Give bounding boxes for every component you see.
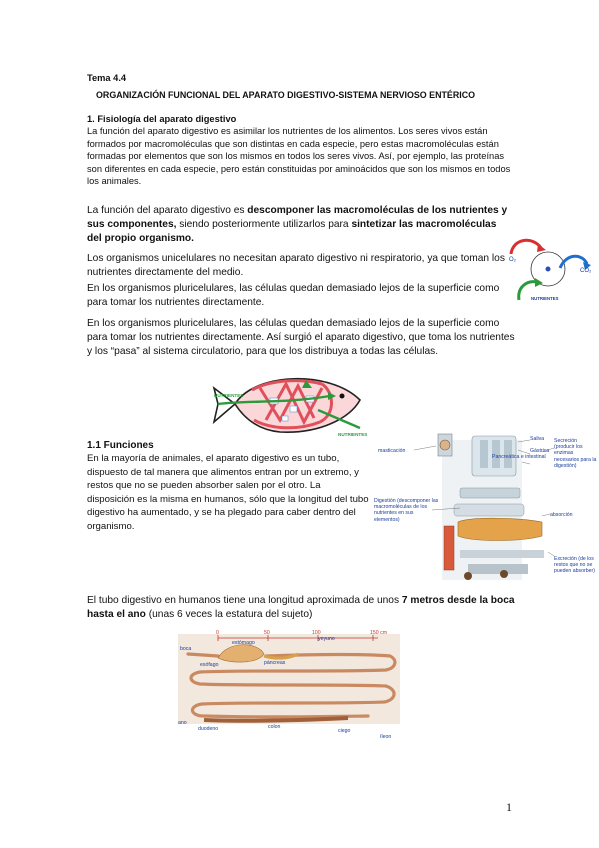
o2-arrow [511, 240, 541, 254]
pancreas-label: páncreas [264, 660, 286, 666]
fish-nutrients-left: NUTRIENTES [214, 393, 244, 398]
duodeno-label: duodeno [198, 726, 219, 732]
o2-label: O₂ [509, 257, 516, 263]
co2-label: CO₂ [580, 268, 592, 274]
ileon-label: íleon [380, 734, 392, 740]
section-1-paragraph-4: En los organismos pluricelulares, las células quedan demasiado lejos de la superficie como para tomar los nutrientes directamente. [87, 283, 500, 309]
esofago-label: esófago [200, 662, 219, 668]
scale-0: 0 [216, 630, 219, 636]
section-1-paragraph-5: En los organismos pluricelulares, las células quedan demasiado lejos de la superficie como para tomar los nutrientes directamente. Así surgió el aparato digestivo, que toma los nutrientes y los “pasa” al sistema circulatorio, para que los distribuya a todas las células. [87, 318, 515, 358]
secrecion-note [554, 438, 598, 490]
gastrica-label: Gástrica [530, 448, 550, 454]
ciego-label: ciego [338, 728, 351, 734]
topic-label: Tema 4.4 [87, 73, 127, 83]
fish-eye [340, 394, 345, 399]
intestine-background [178, 634, 400, 724]
absorption-tank [458, 518, 542, 540]
pancreatica-label: Pancreática e intestinal [492, 454, 546, 460]
page-title: ORGANIZACIÓN FUNCIONAL DEL APARATO DIGESTIVO-SISTEMA NERVIOSO ENTÉRICO [96, 90, 476, 100]
secrecion-label: Secreción (producir los enzimas necesarios para la digestión) [554, 438, 597, 469]
ano-label: ano [178, 720, 187, 726]
digestion-note [374, 498, 440, 538]
saliva-label: Saliva [530, 436, 545, 442]
absorcion-label: absorción [550, 512, 573, 518]
para2-text-a: La función del aparato digestivo es [87, 205, 248, 216]
section-1-1-heading: 1.1 Funciones [87, 440, 154, 451]
digestion-label: Digestión (descomponer las macromoléculas de los nutrientes en sus elementos) [374, 498, 439, 523]
section-1-heading: 1. Fisiología del aparato digestivo [87, 114, 237, 124]
masticacion-label: masticación [378, 448, 406, 454]
cell-nucleus [546, 267, 551, 272]
cell-exchange-figure [505, 232, 595, 308]
intestine-length-figure [178, 620, 400, 740]
digestion-factory-figure [372, 432, 599, 590]
para2-bold-d: sintetizar las macromoléculas del propio organismo. [87, 219, 497, 245]
tube-text-c: (unas 6 veces la estatura del sujeto) [145, 609, 313, 621]
tube-length-paragraph [87, 594, 517, 622]
yeyuno-label: yeyuno [318, 636, 335, 642]
fish-nutrients-bottom: NUTRIENTES [338, 432, 368, 437]
scale-150: 150 cm [370, 630, 388, 636]
section-1-1-paragraph: En la mayoría de animales, el aparato digestivo es un tubo, dispuesto de tal manera que alimentos entran por un extremo, y restos que no se pueden absorber salen por el otro. La disposición es la misma en humanos, sólo que la longitud del tubo digestivo ha aumentado, y se ha plegado para caber dentro del organismo. [87, 453, 369, 532]
section-1-paragraph-1: La función del aparato digestivo es asimilar los nutrientes de los alimentos. Los seres vivos están formados por macromoléculas que son distintas en cada especie, pero estas macromoléculas están formadas por elementos que son los mismos en todos los seres vivos. Así, por ejemplo, las proteínas son diferentes en cada especie, pero están constituidas por aminoácidos que son los mismos en todos los animales. [87, 126, 511, 187]
fish-figure [210, 370, 380, 438]
scale-100: 100 [312, 630, 321, 636]
colon-label: colon [268, 724, 281, 730]
estomago-label: estómago [232, 640, 255, 646]
tube-text-bold: 7 metros desde la boca hasta el ano [87, 595, 515, 621]
excrecion-note [554, 556, 598, 590]
section-1-paragraph-3: Los organismos unicelulares no necesitan aparato digestivo ni respiratorio, ya que toman los nutrientes directamente del medio. [87, 253, 505, 279]
para2-text-c: siendo posteriormente utilizarlos para [176, 219, 352, 231]
para2-bold-b: descomponer las macromoléculas de los nutrientes y sus componentes, [87, 205, 508, 231]
boca-label: boca [180, 646, 192, 652]
tube-text-a: El tubo digestivo en humanos tiene una longitud aproximada de unos [87, 595, 402, 606]
scale-50: 50 [264, 630, 270, 636]
section-1-paragraph-2 [87, 204, 512, 247]
excrecion-label: Excreción (de los restos que no se pueden absorber) [554, 556, 595, 575]
page-number: 1 [506, 800, 512, 814]
cell-nutrients-label: NUTRIENTES [531, 296, 559, 301]
